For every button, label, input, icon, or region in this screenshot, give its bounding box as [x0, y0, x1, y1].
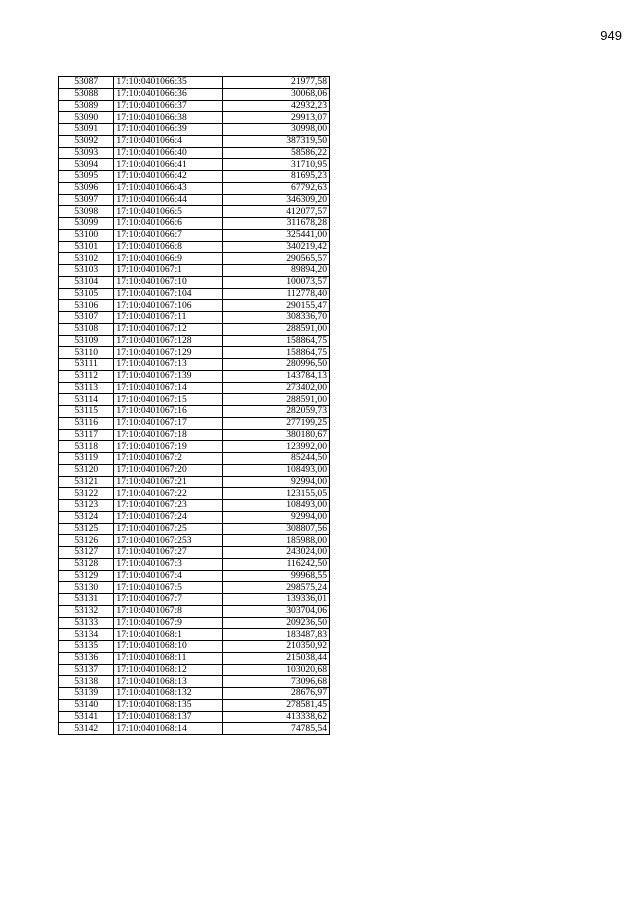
- value-cell: 183487,83: [223, 629, 330, 641]
- table-row: [59, 194, 330, 206]
- value-cell: 99968,55: [223, 570, 330, 582]
- value-cell: 112778,40: [223, 288, 330, 300]
- table-row: [59, 429, 330, 441]
- row-number-cell: 53139: [59, 688, 114, 700]
- value-cell: 278581,45: [223, 699, 330, 711]
- value-cell: 123992,00: [223, 441, 330, 453]
- table-row: [59, 335, 330, 347]
- row-number-cell: 53111: [59, 359, 114, 371]
- table-row: [59, 582, 330, 594]
- row-number-cell: 53140: [59, 699, 114, 711]
- cadastral-number-cell: 17:10:0401066:9: [114, 253, 223, 265]
- cadastral-number-cell: 17:10:0401068:14: [114, 723, 223, 735]
- value-cell: 308807,56: [223, 523, 330, 535]
- cadastral-number-cell: 17:10:0401066:37: [114, 100, 223, 112]
- row-number-cell: 53130: [59, 582, 114, 594]
- row-number-cell: 53136: [59, 652, 114, 664]
- row-number-cell: 53134: [59, 629, 114, 641]
- cadastral-number-cell: 17:10:0401067:13: [114, 359, 223, 371]
- table-row: [59, 288, 330, 300]
- cadastral-number-cell: 17:10:0401067:3: [114, 558, 223, 570]
- row-number-cell: 53133: [59, 617, 114, 629]
- value-cell: 30998,00: [223, 124, 330, 136]
- table-row: [59, 676, 330, 688]
- table-row: [59, 347, 330, 359]
- cadastral-number-cell: 17:10:0401067:19: [114, 441, 223, 453]
- row-number-cell: 53088: [59, 88, 114, 100]
- cadastral-number-cell: 17:10:0401067:27: [114, 547, 223, 559]
- table-row: [59, 664, 330, 676]
- table-row: [59, 77, 330, 89]
- table-row: [59, 523, 330, 535]
- value-cell: 387319,50: [223, 135, 330, 147]
- value-cell: 158864,75: [223, 347, 330, 359]
- value-cell: 340219,42: [223, 241, 330, 253]
- value-cell: 85244,50: [223, 453, 330, 465]
- cadastral-number-cell: 17:10:0401066:6: [114, 218, 223, 230]
- table-row: [59, 652, 330, 664]
- row-number-cell: 53109: [59, 335, 114, 347]
- table-row: [59, 441, 330, 453]
- table-row: [59, 488, 330, 500]
- row-number-cell: 53098: [59, 206, 114, 218]
- cadastral-number-cell: 17:10:0401068:137: [114, 711, 223, 723]
- cadastral-number-cell: 17:10:0401067:8: [114, 605, 223, 617]
- value-cell: 123155,05: [223, 488, 330, 500]
- table-row: [59, 453, 330, 465]
- row-number-cell: 53126: [59, 535, 114, 547]
- value-cell: 288591,00: [223, 323, 330, 335]
- cadastral-number-cell: 17:10:0401067:21: [114, 476, 223, 488]
- table-row: [59, 394, 330, 406]
- value-cell: 92994,00: [223, 511, 330, 523]
- table-row: [59, 547, 330, 559]
- value-cell: 89894,20: [223, 265, 330, 277]
- cadastral-number-cell: 17:10:0401067:20: [114, 464, 223, 476]
- value-cell: 185988,00: [223, 535, 330, 547]
- row-number-cell: 53108: [59, 323, 114, 335]
- value-cell: 21977,58: [223, 77, 330, 89]
- cadastral-number-cell: 17:10:0401068:135: [114, 699, 223, 711]
- cadastral-number-cell: 17:10:0401067:104: [114, 288, 223, 300]
- row-number-cell: 53121: [59, 476, 114, 488]
- row-number-cell: 53110: [59, 347, 114, 359]
- value-cell: 280996,50: [223, 359, 330, 371]
- cadastral-number-cell: 17:10:0401066:4: [114, 135, 223, 147]
- row-number-cell: 53122: [59, 488, 114, 500]
- cadastral-number-cell: 17:10:0401068:12: [114, 664, 223, 676]
- table-row: [59, 359, 330, 371]
- row-number-cell: 53115: [59, 406, 114, 418]
- row-number-cell: 53138: [59, 676, 114, 688]
- row-number-cell: 53120: [59, 464, 114, 476]
- row-number-cell: 53100: [59, 229, 114, 241]
- row-number-cell: 53105: [59, 288, 114, 300]
- value-cell: 277199,25: [223, 417, 330, 429]
- cadastral-number-cell: 17:10:0401066:38: [114, 112, 223, 124]
- table-row: [59, 159, 330, 171]
- value-cell: 143784,13: [223, 370, 330, 382]
- value-cell: 209236,50: [223, 617, 330, 629]
- cadastral-number-cell: 17:10:0401067:4: [114, 570, 223, 582]
- cadastral-number-cell: 17:10:0401067:10: [114, 276, 223, 288]
- table-row: [59, 382, 330, 394]
- table-row: [59, 112, 330, 124]
- table-row: [59, 617, 330, 629]
- row-number-cell: 53137: [59, 664, 114, 676]
- table-row: [59, 629, 330, 641]
- cadastral-number-cell: 17:10:0401067:24: [114, 511, 223, 523]
- row-number-cell: 53089: [59, 100, 114, 112]
- value-cell: 29913,07: [223, 112, 330, 124]
- row-number-cell: 53090: [59, 112, 114, 124]
- cadastral-number-cell: 17:10:0401066:39: [114, 124, 223, 136]
- row-number-cell: 53135: [59, 641, 114, 653]
- value-cell: 108493,00: [223, 500, 330, 512]
- cadastral-number-cell: 17:10:0401067:25: [114, 523, 223, 535]
- row-number-cell: 53125: [59, 523, 114, 535]
- value-cell: 413338,62: [223, 711, 330, 723]
- table-row: [59, 206, 330, 218]
- value-cell: 139336,01: [223, 594, 330, 606]
- cadastral-number-cell: 17:10:0401067:129: [114, 347, 223, 359]
- cadastral-number-cell: 17:10:0401066:42: [114, 171, 223, 183]
- cadastral-number-cell: 17:10:0401067:22: [114, 488, 223, 500]
- table-row: [59, 476, 330, 488]
- cadastral-number-cell: 17:10:0401067:5: [114, 582, 223, 594]
- value-cell: 28676,97: [223, 688, 330, 700]
- cadastral-number-cell: 17:10:0401066:40: [114, 147, 223, 159]
- cadastral-number-cell: 17:10:0401067:7: [114, 594, 223, 606]
- value-cell: 290155,47: [223, 300, 330, 312]
- value-cell: 346309,20: [223, 194, 330, 206]
- row-number-cell: 53107: [59, 312, 114, 324]
- row-number-cell: 53116: [59, 417, 114, 429]
- table-row: [59, 124, 330, 136]
- row-number-cell: 53112: [59, 370, 114, 382]
- table-row: [59, 370, 330, 382]
- cadastral-number-cell: 17:10:0401067:17: [114, 417, 223, 429]
- cadastral-number-cell: 17:10:0401068:11: [114, 652, 223, 664]
- cadastral-number-cell: 17:10:0401068:1: [114, 629, 223, 641]
- cadastral-number-cell: 17:10:0401067:15: [114, 394, 223, 406]
- value-cell: 215038,44: [223, 652, 330, 664]
- row-number-cell: 53119: [59, 453, 114, 465]
- row-number-cell: 53131: [59, 594, 114, 606]
- table-row: [59, 229, 330, 241]
- row-number-cell: 53113: [59, 382, 114, 394]
- row-number-cell: 53097: [59, 194, 114, 206]
- cadastral-number-cell: 17:10:0401067:2: [114, 453, 223, 465]
- data-table: [58, 76, 330, 735]
- cadastral-number-cell: 17:10:0401068:10: [114, 641, 223, 653]
- table-row: [59, 699, 330, 711]
- value-cell: 288591,00: [223, 394, 330, 406]
- row-number-cell: 53124: [59, 511, 114, 523]
- value-cell: 298575,24: [223, 582, 330, 594]
- table-row: [59, 594, 330, 606]
- table-row: [59, 535, 330, 547]
- row-number-cell: 53104: [59, 276, 114, 288]
- cadastral-number-cell: 17:10:0401067:139: [114, 370, 223, 382]
- table-row: [59, 500, 330, 512]
- row-number-cell: 53095: [59, 171, 114, 183]
- value-cell: 303704,06: [223, 605, 330, 617]
- row-number-cell: 53103: [59, 265, 114, 277]
- table-row: [59, 711, 330, 723]
- table-row: [59, 417, 330, 429]
- value-cell: 100073,57: [223, 276, 330, 288]
- cadastral-number-cell: 17:10:0401067:23: [114, 500, 223, 512]
- value-cell: 311678,28: [223, 218, 330, 230]
- row-number-cell: 53106: [59, 300, 114, 312]
- value-cell: 108493,00: [223, 464, 330, 476]
- table-row: [59, 253, 330, 265]
- table-row: [59, 464, 330, 476]
- cadastral-number-cell: 17:10:0401066:8: [114, 241, 223, 253]
- cadastral-number-cell: 17:10:0401066:44: [114, 194, 223, 206]
- cadastral-number-cell: 17:10:0401068:132: [114, 688, 223, 700]
- row-number-cell: 53141: [59, 711, 114, 723]
- table-row: [59, 323, 330, 335]
- value-cell: 31710,95: [223, 159, 330, 171]
- table-row: [59, 171, 330, 183]
- row-number-cell: 53129: [59, 570, 114, 582]
- value-cell: 73096,68: [223, 676, 330, 688]
- table-row: [59, 558, 330, 570]
- cadastral-number-cell: 17:10:0401066:5: [114, 206, 223, 218]
- table-row: [59, 723, 330, 735]
- table-row: [59, 570, 330, 582]
- row-number-cell: 53132: [59, 605, 114, 617]
- cadastral-number-cell: 17:10:0401067:1: [114, 265, 223, 277]
- value-cell: 273402,00: [223, 382, 330, 394]
- cadastral-number-cell: 17:10:0401067:128: [114, 335, 223, 347]
- table-row: [59, 312, 330, 324]
- table-row: [59, 182, 330, 194]
- row-number-cell: 53096: [59, 182, 114, 194]
- cadastral-number-cell: 17:10:0401067:253: [114, 535, 223, 547]
- table-row: [59, 135, 330, 147]
- cadastral-number-cell: 17:10:0401066:7: [114, 229, 223, 241]
- row-number-cell: 53087: [59, 77, 114, 89]
- cadastral-number-cell: 17:10:0401068:13: [114, 676, 223, 688]
- table-row: [59, 406, 330, 418]
- value-cell: 308336,70: [223, 312, 330, 324]
- value-cell: 81695,23: [223, 171, 330, 183]
- table-row: [59, 688, 330, 700]
- table-row: [59, 265, 330, 277]
- value-cell: 158864,75: [223, 335, 330, 347]
- row-number-cell: 53114: [59, 394, 114, 406]
- value-cell: 290565,57: [223, 253, 330, 265]
- table-row: [59, 641, 330, 653]
- value-cell: 74785,54: [223, 723, 330, 735]
- row-number-cell: 53092: [59, 135, 114, 147]
- value-cell: 243024,00: [223, 547, 330, 559]
- row-number-cell: 53094: [59, 159, 114, 171]
- cadastral-number-cell: 17:10:0401066:35: [114, 77, 223, 89]
- table-row: [59, 276, 330, 288]
- cadastral-number-cell: 17:10:0401067:11: [114, 312, 223, 324]
- cadastral-number-cell: 17:10:0401067:9: [114, 617, 223, 629]
- table-row: [59, 88, 330, 100]
- cadastral-number-cell: 17:10:0401066:41: [114, 159, 223, 171]
- table-row: [59, 241, 330, 253]
- value-cell: 58586,22: [223, 147, 330, 159]
- cadastral-number-cell: 17:10:0401066:36: [114, 88, 223, 100]
- table-row: [59, 218, 330, 230]
- value-cell: 325441,00: [223, 229, 330, 241]
- value-cell: 92994,00: [223, 476, 330, 488]
- value-cell: 30068,06: [223, 88, 330, 100]
- table-row: [59, 605, 330, 617]
- value-cell: 282059,73: [223, 406, 330, 418]
- table-row: [59, 511, 330, 523]
- cadastral-number-cell: 17:10:0401067:14: [114, 382, 223, 394]
- cadastral-number-cell: 17:10:0401067:12: [114, 323, 223, 335]
- table-body: [59, 77, 330, 735]
- row-number-cell: 53099: [59, 218, 114, 230]
- page-number: 949: [600, 28, 622, 43]
- value-cell: 42932,23: [223, 100, 330, 112]
- table-row: [59, 147, 330, 159]
- cadastral-number-cell: 17:10:0401067:106: [114, 300, 223, 312]
- table-row: [59, 100, 330, 112]
- row-number-cell: 53142: [59, 723, 114, 735]
- value-cell: 380180,67: [223, 429, 330, 441]
- cadastral-number-cell: 17:10:0401067:18: [114, 429, 223, 441]
- value-cell: 210350,92: [223, 641, 330, 653]
- value-cell: 103020,68: [223, 664, 330, 676]
- value-cell: 116242,50: [223, 558, 330, 570]
- table-row: [59, 300, 330, 312]
- value-cell: 67792,63: [223, 182, 330, 194]
- row-number-cell: 53123: [59, 500, 114, 512]
- cadastral-number-cell: 17:10:0401067:16: [114, 406, 223, 418]
- row-number-cell: 53102: [59, 253, 114, 265]
- row-number-cell: 53128: [59, 558, 114, 570]
- row-number-cell: 53101: [59, 241, 114, 253]
- row-number-cell: 53093: [59, 147, 114, 159]
- row-number-cell: 53127: [59, 547, 114, 559]
- row-number-cell: 53117: [59, 429, 114, 441]
- row-number-cell: 53118: [59, 441, 114, 453]
- value-cell: 412077,57: [223, 206, 330, 218]
- row-number-cell: 53091: [59, 124, 114, 136]
- cadastral-number-cell: 17:10:0401066:43: [114, 182, 223, 194]
